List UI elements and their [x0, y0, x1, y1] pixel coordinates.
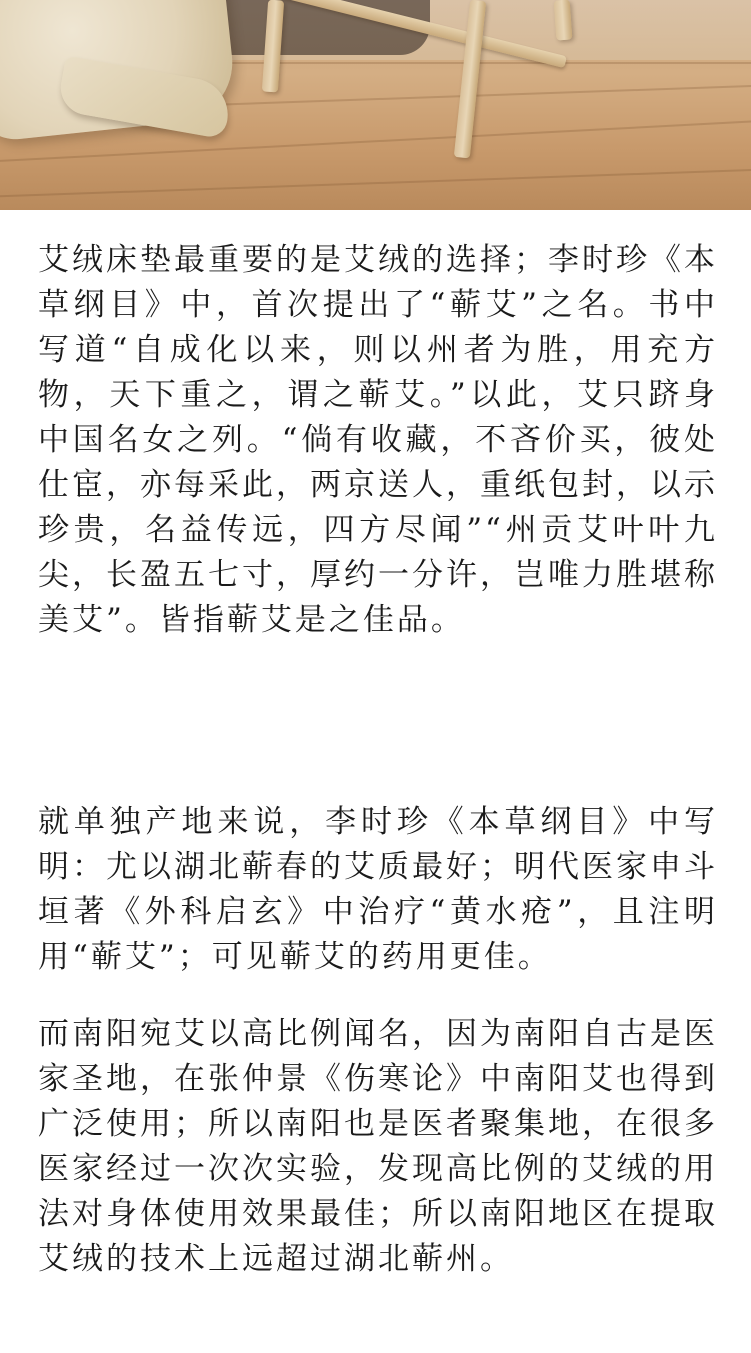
- floor-plank: [0, 168, 751, 198]
- paragraph-qi-ai-history: 艾绒床垫最重要的是艾绒的选择；李时珍《本草纲目》中，首次提出了“蕲艾”之名。书中写道“自成化以来，则以州者为胜，用充方物，天下重之，谓之蕲艾。”以此，艾只跻身中国名女之列。“倘有收藏，不吝价买，彼处仕宦，亦每采此，两京送人，重纸包封，以示珍贵，名益传远，四方尽闻”“州贡艾叶叶九尖，长盈五七寸，厚约一分许，岂唯力胜堪称美艾”。皆指蕲艾是之佳品。: [38, 242, 718, 638]
- hero-photo: [0, 0, 751, 210]
- paragraph-origin: 就单独产地来说，李时珍《本草纲目》中写明：尤以湖北蕲春的艾质最好；明代医家申斗垣著《外科启玄》中治疗“黄水疮”，且注明用“蕲艾”；可见蕲艾的药用更佳。: [38, 804, 718, 975]
- shadow-figure: [210, 0, 430, 55]
- paragraph-nanyang-ai: 而南阳宛艾以高比例闻名，因为南阳自古是医家圣地，在张仲景《伤寒论》中南阳艾也得到广泛使用；所以南阳也是医者聚集地，在很多医家经过一次次实验，发现高比例的艾绒的用法对身体使用效果最佳；所以南阳地区在提取艾绒的技术上远超过湖北蕲州。: [38, 1016, 718, 1277]
- chair-leg: [554, 0, 573, 41]
